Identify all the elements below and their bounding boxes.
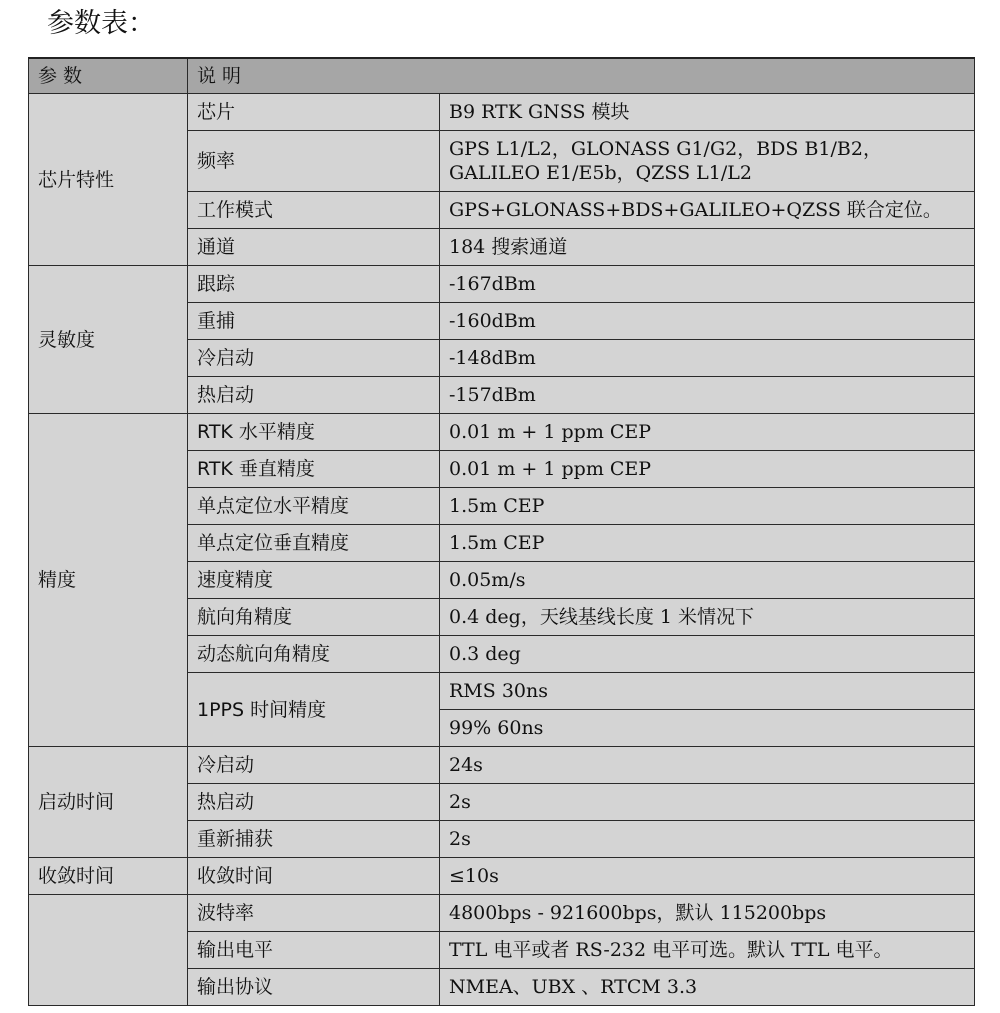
item-value: 0.3 deg: [440, 636, 975, 673]
table-row: [29, 266, 975, 303]
item-value: GPS L1/L2，GLONASS G1/G2，BDS B1/B2，GALILEO E1/E5b，QZSS L1/L2: [440, 131, 975, 192]
group-label: 精度: [29, 414, 188, 747]
item-value: 1.5m CEP: [440, 488, 975, 525]
header-desc: 说 明: [188, 58, 975, 94]
item-label: RTK 水平精度: [188, 414, 440, 451]
item-value: 184 搜索通道: [440, 229, 975, 266]
item-value: 2s: [440, 784, 975, 821]
item-value: ≤10s: [440, 858, 975, 895]
group-label: [29, 895, 188, 1006]
item-value: 0.01 m + 1 ppm CEP: [440, 451, 975, 488]
group-label: 收敛时间: [29, 858, 188, 895]
table-row: [29, 895, 975, 932]
item-label: 速度精度: [188, 562, 440, 599]
item-label: 收敛时间: [188, 858, 440, 895]
item-value: 24s: [440, 747, 975, 784]
item-value: 2s: [440, 821, 975, 858]
item-value: GPS+GLONASS+BDS+GALILEO+QZSS 联合定位。: [440, 192, 975, 229]
item-value: 0.01 m + 1 ppm CEP: [440, 414, 975, 451]
item-label: 跟踪: [188, 266, 440, 303]
item-label: 单点定位水平精度: [188, 488, 440, 525]
item-value: -167dBm: [440, 266, 975, 303]
item-value: NMEA、UBX 、RTCM 3.3: [440, 969, 975, 1006]
item-label: 芯片: [188, 94, 440, 131]
item-label: 波特率: [188, 895, 440, 932]
item-value: -160dBm: [440, 303, 975, 340]
item-label: RTK 垂直精度: [188, 451, 440, 488]
item-label: 冷启动: [188, 340, 440, 377]
table-header-row: [29, 58, 975, 94]
item-value: B9 RTK GNSS 模块: [440, 94, 975, 131]
item-label: 热启动: [188, 377, 440, 414]
item-label: 重捕: [188, 303, 440, 340]
item-value: -157dBm: [440, 377, 975, 414]
item-label: 输出协议: [188, 969, 440, 1006]
item-value: -148dBm: [440, 340, 975, 377]
item-value: 99% 60ns: [440, 710, 975, 747]
item-label: 通道: [188, 229, 440, 266]
item-value: 1.5m CEP: [440, 525, 975, 562]
item-value: 0.4 deg，天线基线长度 1 米情况下: [440, 599, 975, 636]
item-label: 航向角精度: [188, 599, 440, 636]
item-label: 单点定位垂直精度: [188, 525, 440, 562]
item-label: 工作模式: [188, 192, 440, 229]
group-label: 启动时间: [29, 747, 188, 858]
item-value: 0.05m/s: [440, 562, 975, 599]
item-label: 冷启动: [188, 747, 440, 784]
item-label: 热启动: [188, 784, 440, 821]
item-value: 4800bps - 921600bps，默认 115200bps: [440, 895, 975, 932]
item-label: 动态航向角精度: [188, 636, 440, 673]
table-row: [29, 94, 975, 131]
item-label: 输出电平: [188, 932, 440, 969]
item-value: RMS 30ns: [440, 673, 975, 710]
table-row: [29, 414, 975, 451]
item-label: 频率: [188, 131, 440, 192]
table-row: [29, 858, 975, 895]
parameter-table: [28, 57, 975, 1006]
table-row: [29, 747, 975, 784]
item-label: 重新捕获: [188, 821, 440, 858]
item-value: TTL 电平或者 RS-232 电平可选。默认 TTL 电平。: [440, 932, 975, 969]
item-label: 1PPS 时间精度: [188, 673, 440, 747]
group-label: 灵敏度: [29, 266, 188, 414]
page-title: 参数表：: [47, 8, 155, 39]
group-label: 芯片特性: [29, 94, 188, 266]
header-param: 参 数: [29, 58, 188, 94]
